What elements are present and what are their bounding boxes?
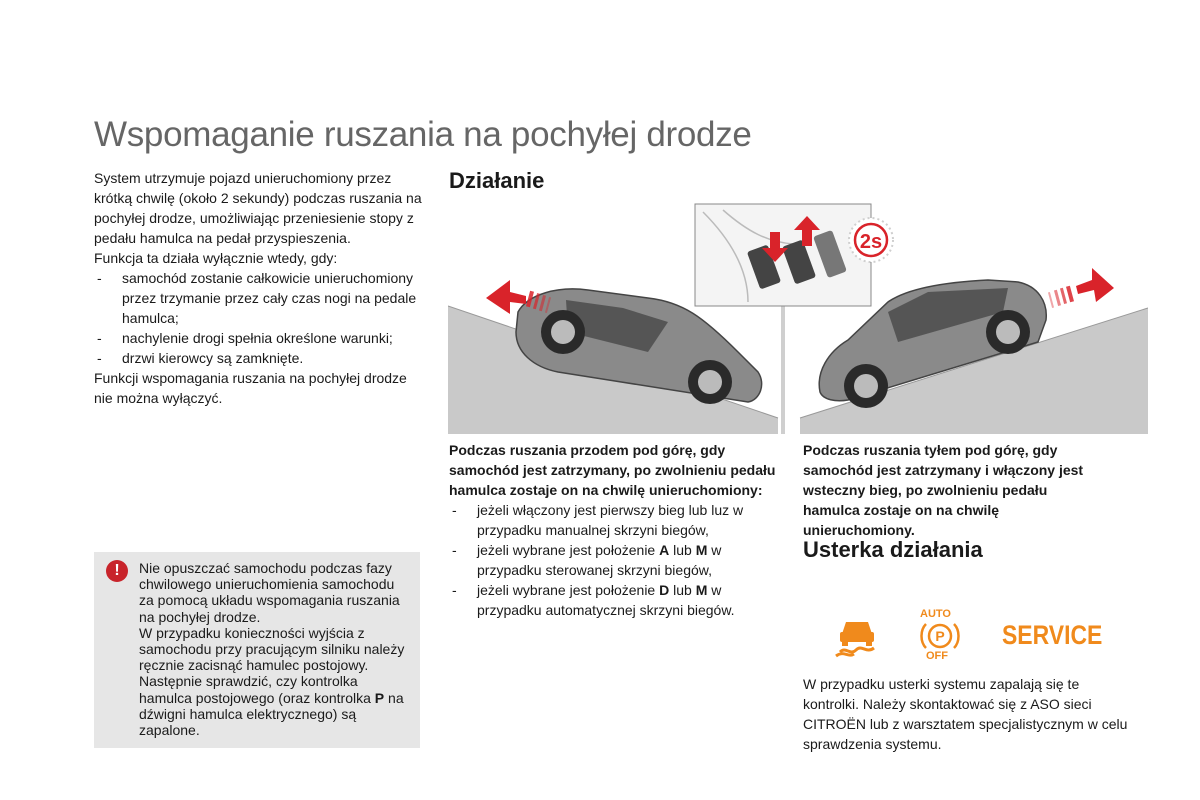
warning-text (139, 560, 409, 738)
malfunction-text: W przypadku usterki systemu zapalają się te kontrolki. Należy skontaktować się z ASO sieci CITROËN lub z warsztatem specjalistycznym w celu sprawdzenia systemu. (803, 676, 1128, 752)
conditions-list (94, 268, 424, 368)
auto-parking-brake-icon (918, 621, 962, 651)
list-item: - jeżeli wybrane jest położenie A lub M w przypadku sterowanej skrzyni biegów, (449, 540, 779, 580)
forward-conditions-list (449, 500, 779, 620)
list-item: - jeżeli wybrane jest położenie D lub M w przypadku automatycznej skrzyni biegów. (449, 580, 779, 620)
operation-heading: Działanie (449, 168, 545, 193)
intro-paragraph: System utrzymuje pojazd unieruchomiony przez krótką chwilę (około 2 sekundy) podczas ruszania na pochyłej drodze, umożliwiając przeniesienie stopy z pedału hamulca na pedał przyspieszenia. (94, 170, 422, 246)
warning-line-1: Nie opuszczać samochodu podczas fazy chwilowego unieruchomienia samochodu za pomocą układu wspomagania ruszania na pochyłej drodze. (139, 560, 400, 625)
pedal-inset (695, 204, 893, 306)
skid-control-warning-icon (832, 608, 882, 658)
reverse-start-description: Podczas ruszania tyłem pod górę, gdy samochód jest zatrzymany i włączony jest wsteczny bieg, po zwolnieniu pedału hamulca zostaje on na chwilę unieruchomiony. (803, 442, 1084, 538)
page-title: Wspomaganie ruszania na pochyłej drodze (94, 115, 752, 154)
conditions-lead: Funkcja ta działa wyłącznie wtedy, gdy: (94, 250, 338, 266)
warning-line-2: W przypadku konieczności wyjścia z samochodu przy pracującym silniku należy ręcznie zacisnąć hamulec postojowy. Następnie sprawdzić, czy kontrolka hamulca postojowego (oraz kontrolka P na dźwigni hamulca elektrycznego) są zapalone. (139, 624, 405, 739)
cannot-disable-note: Funkcji wspomagania ruszania na pochyłej drodze nie można wyłączyć. (94, 370, 407, 406)
off-label: OFF (926, 650, 948, 662)
list-item: - drzwi kierowcy są zamknięte. (94, 348, 424, 368)
hill-start-illustration (448, 202, 1148, 434)
service-warning-label: SERVICE (1002, 620, 1103, 650)
malfunction-heading: Usterka działania (803, 537, 983, 562)
forward-start-section (449, 440, 779, 620)
reverse-arrow-icon (1048, 268, 1114, 308)
timer-icon (849, 218, 893, 262)
timer-label: 2s (859, 231, 883, 253)
intro-section (94, 168, 424, 408)
list-item: - samochód zostanie całkowicie unieruchomiony przez trzymanie przez cały czas nogi na pedale hamulca; (94, 268, 424, 328)
list-item: - jeżeli włączony jest pierwszy bieg lub luz w przypadku manualnej skrzyni biegów, (449, 500, 779, 540)
auto-label: AUTO (920, 608, 951, 620)
list-item: - nachylenie drogi spełnia określone warunki; (94, 328, 424, 348)
forward-start-description: Podczas ruszania przodem pod górę, gdy samochód jest zatrzymany, po zwolnieniu pedału hamulca zostaje on na chwilę unieruchomiony: (449, 442, 776, 498)
warning-icon: ! (106, 560, 128, 582)
svg-text:P: P (935, 628, 945, 644)
